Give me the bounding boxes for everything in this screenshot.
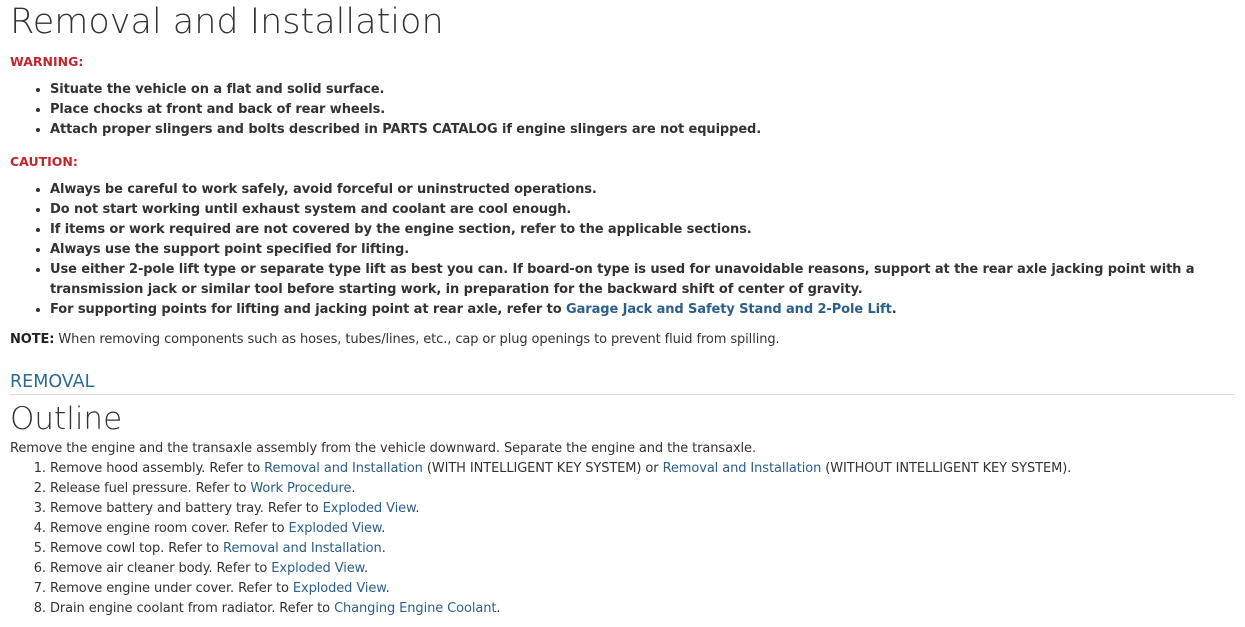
step-suffix: . [381, 521, 386, 536]
warning-label: WARNING: [10, 54, 84, 69]
step-suffix: . [415, 501, 420, 516]
outline-intro: Remove the engine and the transaxle assembly from the vehicle downward. Separate the engine and the transaxle. [10, 441, 756, 456]
step-text: Drain engine coolant from radiator. Refer to [50, 601, 335, 616]
step-item [50, 539, 1235, 559]
step-item [50, 499, 1235, 519]
step-item [50, 579, 1235, 599]
caution-item [50, 300, 1235, 320]
step-item [50, 519, 1235, 539]
note-label: NOTE: [10, 332, 55, 347]
step-item [50, 479, 1235, 499]
step-text: Remove hood assembly. Refer to [50, 461, 265, 476]
step-text: Remove battery and battery tray. Refer to [50, 501, 323, 516]
step-item [50, 599, 1235, 619]
step-suffix: . [496, 601, 501, 616]
step-text: Remove cowl top. Refer to [50, 541, 224, 556]
step-text: Release fuel pressure. Refer to [50, 481, 251, 496]
caution-item: • If items or work required are not covered by the engine section, refer to the applicable sections. [50, 220, 1235, 240]
outline-heading: Outline [10, 401, 123, 437]
step-link[interactable]: Changing Engine Coolant [334, 601, 497, 616]
step-item [50, 459, 1235, 479]
caution-item: • Always use the support point specified for lifting. [50, 240, 1235, 260]
caution-list [10, 180, 1235, 320]
step-text: Remove air cleaner body. Refer to [50, 561, 272, 576]
step-link[interactable]: Exploded View [288, 521, 382, 536]
caution-item: • Do not start working until exhaust system and coolant are cool enough. [50, 200, 1235, 220]
steps-list [10, 459, 1235, 619]
step-text: Remove engine under cover. Refer to [50, 581, 293, 596]
step-text: Remove engine room cover. Refer to [50, 521, 289, 536]
step-link[interactable]: Removal and Installation [264, 461, 423, 476]
warning-item: • Attach proper slingers and bolts described in PARTS CATALOG if engine slingers are not equipped. [50, 120, 1235, 140]
caution-label: CAUTION: [10, 154, 78, 169]
step-text: (WITHOUT INTELLIGENT KEY SYSTEM). [821, 461, 1072, 476]
caution-item-text: For supporting points for lifting and jacking point at rear axle, refer to [50, 302, 567, 317]
note-text: When removing components such as hoses, tubes/lines, etc., cap or plug openings to prevent fluid from spilling. [54, 332, 780, 347]
step-link[interactable]: Removal and Installation [662, 461, 822, 476]
step-link[interactable]: Exploded View [271, 561, 364, 576]
garage-jack-link[interactable]: Garage Jack and Safety Stand and 2-Pole Lift [566, 302, 892, 317]
step-link[interactable]: Exploded View [322, 501, 416, 516]
warning-list [10, 80, 1235, 140]
step-text: (WITH INTELLIGENT KEY SYSTEM) or [422, 461, 663, 476]
caution-item-suffix: . [891, 302, 897, 317]
section-heading-removal: REMOVAL [10, 370, 1235, 395]
step-suffix: . [385, 581, 390, 596]
step-link[interactable]: Removal and Installation [223, 541, 382, 556]
note [10, 330, 1235, 350]
step-suffix: . [363, 561, 368, 576]
step-suffix: . [351, 481, 356, 496]
warning-item: • Place chocks at front and back of rear wheels. [50, 100, 1235, 120]
caution-item: • Use either 2-pole lift type or separate type lift as best you can. If board-on type is used for unavoidable reasons, support at the rear axle jacking point with a transmission jack or similar tool before starting work, in preparation for the backward shift of center of gravity. [50, 260, 1235, 300]
warning-item: • Situate the vehicle on a flat and solid surface. [50, 80, 1235, 100]
step-suffix: . [381, 541, 386, 556]
caution-item: • Always be careful to work safely, avoid forceful or uninstructed operations. [50, 180, 1235, 200]
step-item [50, 559, 1235, 579]
step-link[interactable]: Work Procedure [250, 481, 352, 496]
step-link[interactable]: Exploded View [292, 581, 386, 596]
page-title: Removal and Installation [10, 2, 444, 42]
